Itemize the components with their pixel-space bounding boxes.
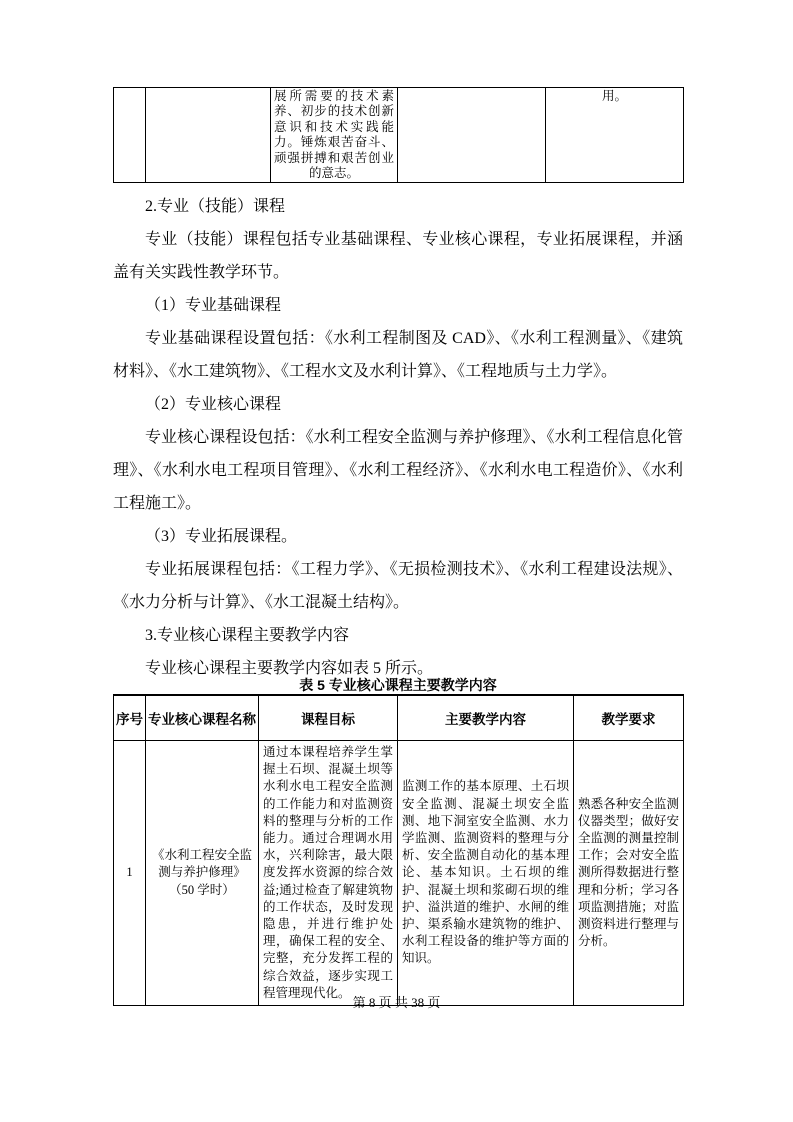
- paragraph-core-courses-list: 专业核心课程设包括：《水利工程安全监测与养护修理》、《水利工程信息化管理》、《水利水电工程项目管理》、《水利工程经济》、《水利水电工程造价》、《水利工程施工》。: [113, 429, 683, 512]
- table5-cell-objective: 通过本课程培养学生掌握土石坝、混凝土坝等水利水电工程安全监测的工作能力和对监测资料的整理与分析的工作能力。通过合理调水用水，兴利除害，最大限度发挥水资源的综合效益;通过检查了解建筑物的工作状态，及时发现隐患，并进行维护处理，确保工程的安全、完整，充分发挥工程的综合效益，逐步实现工程管理现代化。: [259, 741, 398, 1006]
- heading-core-courses: （2）专业核心课程: [145, 396, 282, 413]
- table5-cell-requirement: 熟悉各种安全监测仪器类型；做好安全监测的测量控制工作；会对安全监测所得数据进行整理和分析；学习各项监测措施；对监测资料进行整理与分析。: [574, 741, 684, 1006]
- course-name: 《水利工程安全监测与养护修理》: [151, 848, 252, 880]
- heading-basic-courses: （1）专业基础课程: [145, 297, 282, 314]
- paragraph-basic-courses-list: 专业基础课程设置包括：《水利工程制图及 CAD》、《水利工程测量》、《建筑材料》、《水工建筑物》、《工程水文及水利计算》、《工程地质与土力学》。: [113, 330, 683, 380]
- table5-cell-no: 1: [114, 741, 146, 1006]
- table5-cell-course-name: [146, 741, 259, 1006]
- course-hours: （50 学时）: [169, 882, 235, 897]
- paragraph-skill-courses-overview: 专业（技能）课程包括专业基础课程、专业核心课程，专业拓展课程，并涵盖有关实践性教学环节。: [113, 231, 683, 281]
- fragment-cell-no: [114, 88, 146, 183]
- table5-header-objective: 课程目标: [259, 695, 398, 741]
- heading-skill-courses: 2.专业（技能）课程: [145, 198, 286, 215]
- table5-core-course-content: [113, 694, 684, 1006]
- previous-page-table-fragment: [113, 87, 684, 183]
- table5-header-no: 序号: [114, 695, 146, 741]
- heading-extended-courses: （3）专业拓展课程。: [145, 528, 298, 545]
- paragraph-table-reference: 专业核心课程主要教学内容如表 5 所示。: [145, 660, 434, 677]
- table5-header-row: [114, 695, 684, 741]
- body-text: [113, 190, 683, 685]
- page-number-footer: 第 8 页 共 38 页: [352, 995, 441, 1010]
- table5-title: 表 5 专业核心课程主要教学内容: [299, 677, 497, 693]
- fragment-cell-objective: 展所需要的技术素养、初步的技术创新意识和技术实践能力。锤炼艰苦奋斗、顽强拼搏和艰苦创业的意志。: [271, 88, 398, 183]
- heading-core-course-content: 3.专业核心课程主要教学内容: [145, 627, 350, 644]
- fragment-cell-content: [398, 88, 546, 183]
- table5-row-1: [114, 741, 684, 1006]
- table5-header-content: 主要教学内容: [398, 695, 574, 741]
- fragment-cell-requirement: 用。: [546, 88, 684, 183]
- fragment-cell-name: [146, 88, 271, 183]
- table5-cell-content: 监测工作的基本原理、土石坝安全监测、混凝土坝安全监测、地下洞室安全监测、水力学监测、监测资料的整理与分析、安全监测自动化的基本理论、基本知识。土石坝的维护、混凝土坝和浆砌石坝的维护、溢洪道的维护、水闸的维护、渠系输水建筑物的维护、水利工程设备的维护等方面的知识。: [398, 741, 574, 1006]
- table5-header-requirement: 教学要求: [574, 695, 684, 741]
- paragraph-extended-courses-list: 专业拓展课程包括：《工程力学》、《无损检测技术》、《水利工程建设法规》、《水力分析与计算》、《水工混凝土结构》。: [113, 561, 683, 611]
- table5-header-name: 专业核心课程名称: [146, 695, 259, 741]
- table-row: [114, 88, 684, 183]
